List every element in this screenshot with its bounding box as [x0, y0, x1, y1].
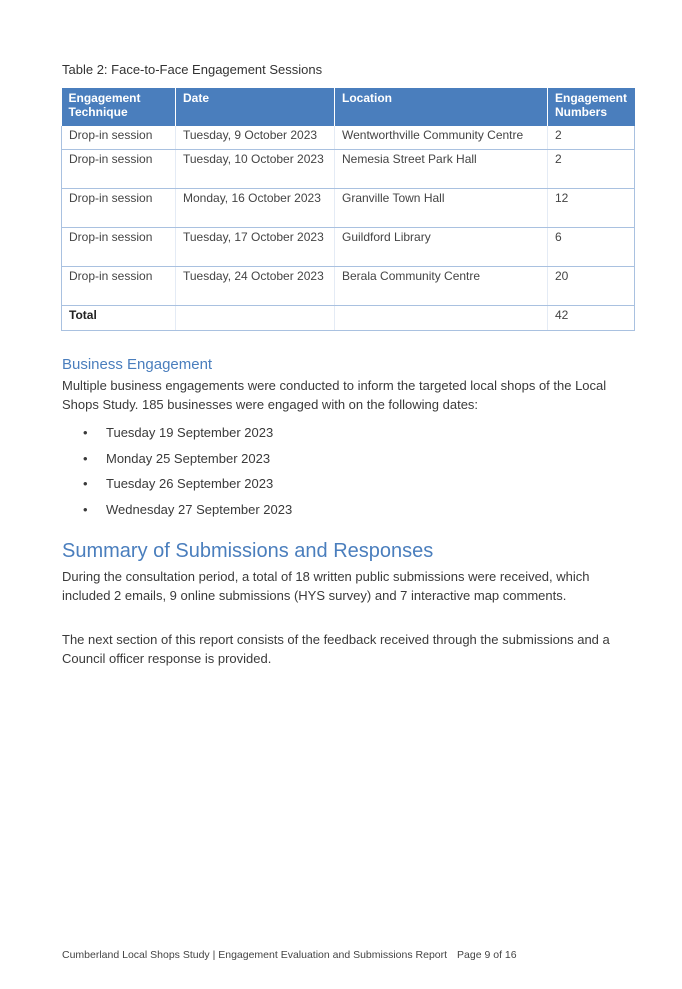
header-date: Date	[176, 88, 335, 126]
cell-numbers: 6	[548, 228, 635, 267]
bullet-icon: •	[83, 476, 88, 491]
total-value: 42	[548, 306, 635, 331]
cell-location: Granville Town Hall	[335, 189, 548, 228]
table-row	[62, 267, 635, 306]
cell-technique: Drop-in session	[62, 150, 176, 189]
business-engagement-paragraph: Multiple business engagements were conducted to inform the targeted local shops of the Local Shops Study. 185 businesses were engaged with on the following dates:	[62, 378, 607, 412]
engagement-sessions-table	[61, 88, 635, 331]
list-item	[62, 501, 292, 527]
engagement-dates-list	[62, 424, 292, 526]
table-row	[62, 126, 635, 150]
summary-paragraph-1: During the consultation period, a total of 18 written public submissions were received, which included 2 emails, 9 online submissions (HYS survey) and 7 interactive map comments.	[62, 569, 590, 603]
cell-location: Nemesia Street Park Hall	[335, 150, 548, 189]
total-label: Total	[62, 306, 176, 331]
page-number: Page 9 of 16	[457, 949, 517, 961]
cell-date: Tuesday, 24 October 2023	[176, 267, 335, 306]
cell-empty	[335, 306, 548, 331]
table-row	[62, 228, 635, 267]
page-footer	[62, 949, 517, 961]
header-location: Location	[335, 88, 548, 126]
bullet-icon: •	[83, 450, 88, 466]
list-item	[62, 424, 292, 450]
cell-technique: Drop-in session	[62, 228, 176, 267]
list-item	[62, 475, 292, 501]
bullet-icon: •	[83, 425, 88, 440]
date-text: Monday 25 September 2023	[106, 450, 271, 466]
cell-date: Tuesday, 17 October 2023	[176, 228, 335, 267]
date-text: Wednesday 27 September 2023	[106, 501, 293, 517]
table-total-row	[62, 306, 635, 331]
cell-technique: Drop-in session	[62, 267, 176, 306]
cell-numbers: 2	[548, 150, 635, 189]
cell-numbers: 2	[548, 126, 635, 150]
date-text: Tuesday 26 September 2023	[106, 476, 274, 491]
summary-heading: Summary of Submissions and Responses	[62, 540, 434, 562]
cell-date: Tuesday, 9 October 2023	[176, 126, 335, 150]
business-engagement-heading: Business Engagement	[62, 356, 213, 373]
cell-numbers: 12	[548, 189, 635, 228]
cell-date: Monday, 16 October 2023	[176, 189, 335, 228]
cell-date: Tuesday, 10 October 2023	[176, 150, 335, 189]
footer-title: Cumberland Local Shops Study | Engagement Evaluation and Submissions Report	[62, 949, 448, 961]
header-engagement-numbers: Engagement Numbers	[548, 88, 635, 126]
summary-paragraph-2: The next section of this report consists of the feedback received through the submissions and a Council officer response is provided.	[62, 632, 610, 666]
header-engagement-technique: Engagement Technique	[62, 88, 176, 126]
list-item	[62, 450, 292, 476]
bullet-icon: •	[83, 501, 88, 517]
table-row	[62, 150, 635, 189]
cell-numbers: 20	[548, 267, 635, 306]
table-row	[62, 189, 635, 228]
cell-location: Guildford Library	[335, 228, 548, 267]
cell-location: Berala Community Centre	[335, 267, 548, 306]
cell-technique: Drop-in session	[62, 189, 176, 228]
cell-location: Wentworthville Community Centre	[335, 126, 548, 150]
date-text: Tuesday 19 September 2023	[106, 425, 274, 440]
cell-technique: Drop-in session	[62, 126, 176, 150]
table-caption: Table 2: Face-to-Face Engagement Sessions	[62, 62, 323, 77]
cell-empty	[176, 306, 335, 331]
table-header-row	[62, 88, 635, 126]
